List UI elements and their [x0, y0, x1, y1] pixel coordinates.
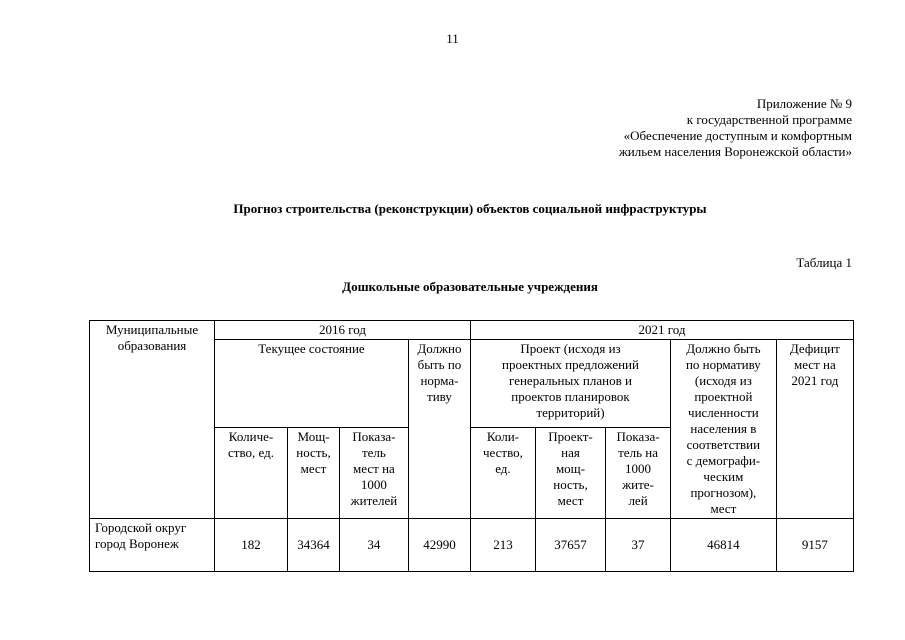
header-capacity-2021: Проект- ная мощ- ность, мест — [535, 428, 605, 519]
appendix-line: Приложение № 9 — [756, 96, 852, 111]
table-row — [90, 519, 854, 572]
header-deficit: Дефицит мест на 2021 год — [776, 340, 853, 519]
header-should-be-demographic: Должно быть по нормативу (исходя из проектной численности населения в соответствии с демографи- ческим прогнозом), мест — [671, 340, 777, 519]
appendix-line: «Обеспечение доступным и комфортным — [623, 128, 852, 143]
header-year-2021: 2021 год — [470, 321, 853, 340]
appendix-line: жильем населения Воронежской области» — [618, 144, 852, 159]
cell-deficit: 9157 — [776, 519, 853, 572]
cell-count-2021: 213 — [470, 519, 535, 572]
cell-indicator-2016: 34 — [339, 519, 408, 572]
header-should-be-norm: Должно быть по норма- тиву — [408, 340, 470, 519]
page-number: 11 — [446, 31, 459, 46]
cell-count-2016: 182 — [214, 519, 287, 572]
header-capacity-2016: Мощ- ность, мест — [288, 428, 340, 519]
header-year-2016: 2016 год — [214, 321, 470, 340]
cell-capacity-2021: 37657 — [535, 519, 605, 572]
header-current-state: Текущее состояние — [214, 340, 408, 428]
table-title: Дошкольные образовательные учреждения — [342, 279, 598, 294]
header-indicator-2021: Показа- тель на 1000 жите- лей — [606, 428, 671, 519]
cell-should-be-demographic: 46814 — [671, 519, 777, 572]
appendix-line: к государственной программе — [686, 112, 852, 127]
header-indicator-2016: Показа- тель мест на 1000 жителей — [339, 428, 408, 519]
cell-capacity-2016: 34364 — [288, 519, 340, 572]
appendix-block — [619, 96, 852, 160]
cell-should-be-norm: 42990 — [408, 519, 470, 572]
header-count-2016: Количе- ство, ед. — [214, 428, 287, 519]
document-title: Прогноз строительства (реконструкции) объектов социальной инфраструктуры — [233, 201, 707, 216]
header-count-2021: Коли- чество, ед. — [470, 428, 535, 519]
header-municipal: Муниципальные образования — [90, 321, 215, 519]
header-project: Проект (исходя из проектных предложений генеральных планов и проектов планировок территорий) — [470, 340, 670, 428]
infrastructure-table — [89, 320, 854, 572]
table-label: Таблица 1 — [796, 255, 852, 270]
cell-municipality: Городской округ город Воронеж — [90, 519, 215, 572]
cell-indicator-2021: 37 — [606, 519, 671, 572]
